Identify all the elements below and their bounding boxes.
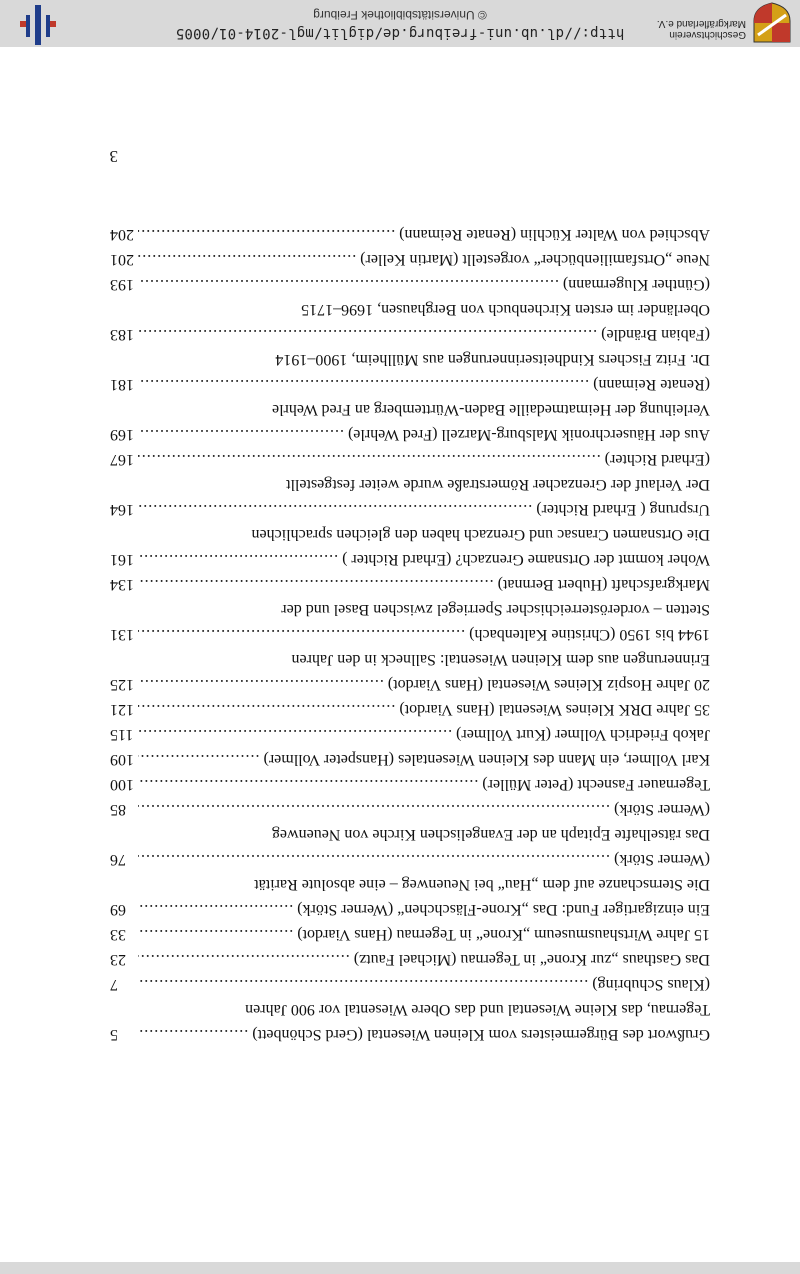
toc-entry-page: 115 <box>110 726 134 743</box>
footer-bar <box>0 0 800 47</box>
toc-entry-line <box>110 497 710 522</box>
toc-entry <box>110 847 710 897</box>
toc-entry-line <box>110 897 710 922</box>
toc-entry-title: 20 Jahre Hospiz Kleines Wiesental (Hans Viardot) <box>387 676 710 693</box>
toc-entry-line <box>110 647 710 672</box>
dot-leader <box>138 947 350 972</box>
toc-entry-title: (Günther Klugermann) <box>562 276 710 293</box>
toc-entry-line <box>110 747 710 772</box>
toc-entry-line <box>110 622 710 647</box>
toc-entry-title: Tegernau, das Kleine Wiesental und das Obere Wiesental vor 900 Jahren <box>245 1001 710 1018</box>
toc-entry-page: 121 <box>110 701 134 718</box>
copyright-notice: © Universitätsbibliothek Freiburg <box>313 8 487 22</box>
toc-entry-line <box>110 547 710 572</box>
toc-entry-line <box>110 872 710 897</box>
toc-entry-page: 131 <box>110 626 134 643</box>
toc-entry-title: Neue „Ortsfamilienbücher“ vorgestellt (Martin Keller) <box>360 251 710 268</box>
toc-entry-line <box>110 722 710 747</box>
toc-entry <box>110 572 710 622</box>
toc-entry-line <box>110 347 710 372</box>
toc-entry-line <box>110 1022 710 1047</box>
toc-entry-page: 161 <box>110 551 134 568</box>
toc-entry-title: Dr. Fritz Fischers Kindheitserinnerungen aus Müllheim, 1900–1914 <box>275 351 710 368</box>
toc-entry <box>110 497 710 547</box>
toc-entry-line <box>110 272 710 297</box>
toc-entry-line <box>110 772 710 797</box>
toc-entry-line <box>110 697 710 722</box>
society-name-line1: Geschichtsverein <box>669 29 746 40</box>
toc-entry-title: Das rätselhafte Epitaph an der Evangelischen Kirche von Neuenweg <box>271 826 710 843</box>
toc-entry <box>110 447 710 497</box>
dot-leader <box>138 222 395 247</box>
dot-leader <box>138 972 588 997</box>
toc-entry-title: Karl Vollmer, ein Mann des Kleinen Wiesentales (Hanspeter Vollmer) <box>263 751 710 768</box>
dot-leader <box>138 247 356 272</box>
society-name-line2: Markgräflerland e.V. <box>656 18 746 29</box>
toc-entry-line <box>110 447 710 472</box>
dot-leader <box>138 897 293 922</box>
dot-leader <box>138 572 494 597</box>
toc-entry-line <box>110 822 710 847</box>
toc-entry-title: Das Gasthaus „zur Krone“ in Tegernau (Michael Fautz) <box>353 951 710 968</box>
toc-entry-page: 5 <box>110 1026 118 1043</box>
toc-entry-page: 33 <box>110 926 126 943</box>
toc-entry-line <box>110 572 710 597</box>
toc-entry <box>110 222 710 247</box>
toc-entry-title: (Werner Störk) <box>613 801 710 818</box>
toc-entry-page: 109 <box>110 751 134 768</box>
toc-entry-title: (Fabian Brändle) <box>601 326 710 343</box>
toc-entry-page: 204 <box>110 226 134 243</box>
dot-leader <box>138 497 532 522</box>
toc-entry <box>110 547 710 572</box>
toc-entry-title: 15 Jahre Wirtshausmuseum „Krone“ in Tegernau (Hans Viardot) <box>297 926 710 943</box>
toc-entry-page: 201 <box>110 251 134 268</box>
toc-entry-title: (Erhard Richter) <box>604 451 710 468</box>
toc-entry-title: 1944 bis 1950 (Christine Kaltenbach) <box>469 626 710 643</box>
toc-entry-line <box>110 322 710 347</box>
toc-entry-line <box>110 247 710 272</box>
scanned-page <box>0 47 800 1274</box>
toc-entry-page: 85 <box>110 801 126 818</box>
toc-entry-line <box>110 797 710 822</box>
toc-entry <box>110 1022 710 1047</box>
dot-leader <box>138 272 559 297</box>
toc-entry-title: Markgrafschaft (Hubert Bernnat) <box>497 576 710 593</box>
toc-entry-line <box>110 372 710 397</box>
toc-entry <box>110 247 710 272</box>
toc-entry-page: 183 <box>110 326 134 343</box>
toc-entry-page: 125 <box>110 676 134 693</box>
toc-entry-page: 76 <box>110 851 126 868</box>
toc-entry-title: Die Ortsnamen Cransac und Grenzach haben den gleichen sprachlichen <box>251 526 710 543</box>
permalink-url[interactable]: http://dl.ub.uni-freiburg.de/diglit/mgl-2014-01/0005 <box>175 25 625 41</box>
dot-leader <box>138 447 601 472</box>
toc-entry <box>110 322 710 372</box>
toc-entry-title: Abschied von Walter Küchlin (Renate Reimann) <box>399 226 710 243</box>
toc-entry-page: 69 <box>110 901 126 918</box>
toc-entry-title: Aus der Häuserchronik Malsburg-Marzell (Fred Wehrle) <box>347 426 710 443</box>
dot-leader <box>138 922 293 947</box>
dot-leader <box>138 422 344 447</box>
toc-entry-line <box>110 297 710 322</box>
toc-entry-line <box>110 422 710 447</box>
toc-entry <box>110 372 710 422</box>
dot-leader <box>138 1022 248 1047</box>
toc-entry <box>110 897 710 922</box>
dot-leader <box>138 722 452 747</box>
toc-entry-line <box>110 397 710 422</box>
toc-entry-title: (Renate Reimann) <box>593 376 710 393</box>
toc-entry <box>110 772 710 797</box>
toc-entry-page: 164 <box>110 501 134 518</box>
toc-entry-page: 167 <box>110 451 134 468</box>
toc-entry-title: Ursprung ( Erhard Richter) <box>536 501 710 518</box>
dot-leader <box>138 772 478 797</box>
dot-leader <box>138 747 260 772</box>
toc-entry-line <box>110 222 710 247</box>
dot-leader <box>138 847 610 872</box>
page-number: 3 <box>109 147 118 166</box>
dot-leader <box>138 797 610 822</box>
toc-entry <box>110 672 710 697</box>
toc-entry-title: Grußwort des Bürgermeisters vom Kleinen Wiesental (Gerd Schönbett) <box>252 1026 710 1043</box>
toc-entry <box>110 922 710 947</box>
toc-entry-line <box>110 672 710 697</box>
toc-entry-page: 100 <box>110 776 134 793</box>
toc-entry-title: (Werner Störk) <box>613 851 710 868</box>
toc-entry <box>110 947 710 972</box>
toc-entry-line <box>110 972 710 997</box>
table-of-contents <box>110 222 710 1047</box>
toc-entry-title: (Klaus Schubring) <box>592 976 710 993</box>
toc-entry-title: Woher kommt der Ortsname Grenzach? (Erhard Richter ) <box>342 551 710 568</box>
toc-entry <box>110 747 710 772</box>
dot-leader <box>138 697 395 722</box>
toc-entry-line <box>110 522 710 547</box>
toc-entry-title: Der Verlauf der Grenzacher Römerstraße wurde weiter festgestellt <box>286 476 710 493</box>
toc-entry <box>110 722 710 747</box>
toc-entry <box>110 972 710 1022</box>
dot-leader <box>138 322 597 347</box>
toc-entry-page: 181 <box>110 376 134 393</box>
toc-entry-title: Stetten – vorderösterreichischer Sperriegel zwischen Basel und der <box>281 601 710 618</box>
toc-entry <box>110 697 710 722</box>
toc-entry-title: Tegernauer Fasnecht (Peter Müller) <box>482 776 710 793</box>
toc-entry-line <box>110 472 710 497</box>
toc-entry-title: Ein einzigartiger Fund: Das „Krone-Fläschchen“ (Werner Störk) <box>297 901 710 918</box>
toc-entry-page: 7 <box>110 976 118 993</box>
dot-leader <box>138 547 338 572</box>
dot-leader <box>138 372 589 397</box>
dot-leader <box>138 672 384 697</box>
dot-leader <box>138 622 465 647</box>
toc-entry <box>110 797 710 847</box>
toc-entry-page: 23 <box>110 951 126 968</box>
university-library-logo <box>18 3 58 47</box>
toc-entry-title: Jakob Friedrich Vollmer (Kurt Vollmer) <box>456 726 710 743</box>
toc-entry-title: Die Sternschanze auf dem „Hau“ bei Neuenweg – eine absolute Rarität <box>254 876 710 893</box>
toc-entry-title: Verleihung der Heimatmedaille Baden-Württemberg an Fred Wehrle <box>272 401 710 418</box>
toc-entry <box>110 622 710 672</box>
toc-entry-title: 35 Jahre DRK Kleines Wiesental (Hans Viardot) <box>399 701 710 718</box>
toc-entry-page: 169 <box>110 426 134 443</box>
toc-entry-title: Erinnerungen aus dem Kleinen Wiesental: Sallneck in den Jahren <box>291 651 710 668</box>
toc-entry-line <box>110 947 710 972</box>
toc-entry-page: 193 <box>110 276 134 293</box>
toc-entry-page: 134 <box>110 576 134 593</box>
toc-entry-line <box>110 597 710 622</box>
toc-entry <box>110 422 710 447</box>
toc-entry-line <box>110 922 710 947</box>
toc-entry <box>110 272 710 322</box>
toc-entry-line <box>110 997 710 1022</box>
toc-entry-line <box>110 847 710 872</box>
toc-entry-title: Oberländer im ersten Kirchenbuch von Berghausen, 1696–1715 <box>301 301 710 318</box>
